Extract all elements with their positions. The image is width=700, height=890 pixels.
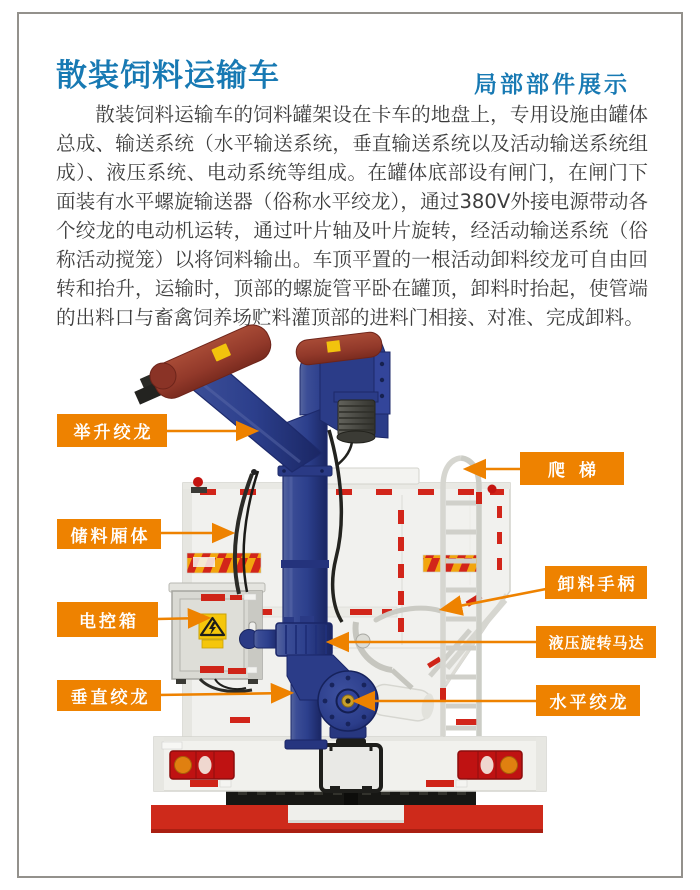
taillight-right (458, 751, 522, 779)
callout-storage-body (57, 519, 161, 549)
callout-ladder (520, 452, 624, 485)
callout-hydraulic-motor (536, 626, 656, 658)
callout-hydraulic-motor-label: 液压旋转马达 (548, 633, 645, 652)
callout-control-box-label: 电控箱 (79, 612, 139, 632)
callout-control-box (57, 602, 158, 637)
page-subtitle: 局部部件展示 (474, 72, 630, 98)
license-plate-bracket (321, 738, 381, 792)
red-bumper-bar (151, 805, 543, 833)
callout-horizontal-auger-label: 水平绞龙 (549, 693, 630, 713)
description-paragraph: 散装饲料运输车的饲料罐架设在卡车的地盘上，专用设施由罐体总成、输送系统（水平输送系统，垂直输送系统以及活动输送系统组成）、液压系统、电动系统等组成。在罐体底部设有闸门，在闸门下面装有水平螺旋输送器（俗称水平绞龙），通过380V外接电源带动各个绞龙的电动机运转，通过叶片轴及叶片旋转，经活动输送系统（俗称活动搅笼）以将饲料输出。车顶平置的一根活动卸料绞龙可自由回转和抬升，运输时，顶部的螺旋管平卧在罐顶，卸料时抬起，使管端的出料口与畜禽饲养场贮料灌顶部的进料门相接、对准、完成卸料。 (56, 103, 648, 329)
page-title: 散装饲料运输车 (56, 58, 280, 94)
callout-unload-handle (545, 566, 647, 599)
callout-ladder-label: 爬梯 (548, 461, 610, 481)
callout-storage-body-label: 储料厢体 (70, 526, 151, 547)
callout-horizontal-auger (536, 685, 640, 716)
callout-lift-auger (57, 414, 167, 447)
rear-bumper (154, 737, 546, 792)
callout-unload-handle-label: 卸料手柄 (557, 575, 638, 595)
callout-vertical-auger (57, 680, 161, 711)
callout-vertical-auger-label: 垂直绞龙 (70, 688, 151, 708)
callout-lift-auger-label: 举升绞龙 (73, 423, 154, 443)
taillight-left (170, 751, 234, 779)
